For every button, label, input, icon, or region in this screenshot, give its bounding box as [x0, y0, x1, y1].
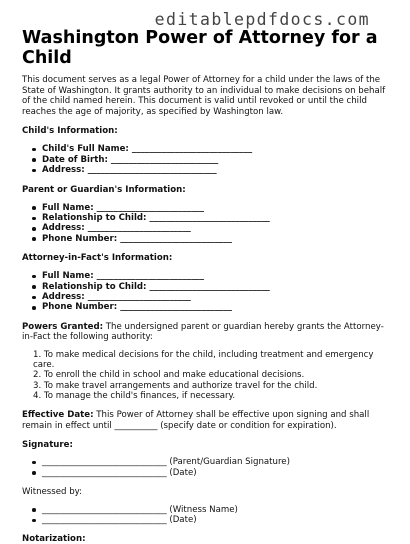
- powers-list: [33, 350, 392, 401]
- notarization-heading: Notarization:: [22, 534, 86, 544]
- list-item: [30, 282, 392, 292]
- list-item: [30, 302, 392, 312]
- field-label: Relationship to Child:: [42, 281, 147, 292]
- parent-phone-line[interactable]: __________________________: [120, 233, 232, 244]
- list-item: [30, 271, 392, 281]
- list-item: [30, 213, 392, 223]
- signature-heading: Signature:: [22, 440, 73, 451]
- field-label: Address:: [42, 292, 85, 303]
- field-label: Date of Birth:: [42, 154, 108, 165]
- field-label: Child's Full Name:: [42, 144, 129, 155]
- attorney-phone-line[interactable]: __________________________: [120, 302, 232, 313]
- witness-date-line[interactable]: _____________________________ (Date): [30, 515, 392, 525]
- list-item: [30, 165, 392, 175]
- parent-address-line[interactable]: ________________________: [87, 223, 191, 234]
- parent-relationship-line[interactable]: ____________________________: [149, 213, 270, 223]
- witness-list: [30, 505, 392, 526]
- list-item: [30, 155, 392, 165]
- field-label: Phone Number:: [42, 233, 118, 244]
- attorney-address-line[interactable]: ________________________: [87, 292, 191, 303]
- intro-paragraph: This document serves as a legal Power of Attorney for a child under the laws of the State of Washington. It grants authority to an individual to make decisions on behalf of the child named herein. This document is valid until revoked or until the child reaches the age of majority, as specified by Washington law.: [22, 75, 386, 117]
- list-item: 4. To manage the child's finances, if necessary.: [33, 390, 236, 401]
- child-dob-line[interactable]: _________________________: [110, 154, 219, 165]
- list-item: [30, 223, 392, 233]
- child-address-line[interactable]: ______________________________: [87, 165, 217, 176]
- effective-date-label: Effective Date:: [22, 410, 94, 421]
- field-label: Relationship to Child:: [42, 213, 147, 223]
- list-item: [30, 144, 392, 154]
- effective-date-paragraph: [22, 410, 392, 431]
- field-label: Address:: [42, 223, 85, 234]
- powers-label: Powers Granted:: [22, 321, 104, 332]
- list-item: [30, 203, 392, 213]
- list-item: 3. To make travel arrangements and authorize travel for the child.: [33, 380, 318, 391]
- witness-name-line[interactable]: _____________________________ (Witness Name): [30, 505, 392, 515]
- signature-list: [30, 457, 392, 478]
- list-item: [30, 234, 392, 244]
- signature-date-line[interactable]: _____________________________ (Date): [30, 468, 392, 478]
- site-watermark: editablepdfdocs.com: [154, 10, 370, 29]
- field-label: Address:: [42, 165, 85, 176]
- attorney-name-line[interactable]: _________________________: [96, 271, 205, 282]
- document-page: [22, 28, 392, 544]
- effective-date-text: This Power of Attorney shall be effective upon signing and shall remain in effect until __________ (specify date or condition for expiration).: [22, 410, 370, 431]
- parent-signature-line[interactable]: _____________________________ (Parent/Guardian Signature): [30, 457, 392, 467]
- powers-text: The undersigned parent or guardian hereby grants the Attorney-in-Fact the following authority:: [22, 321, 384, 343]
- witness-heading: Witnessed by:: [22, 487, 83, 498]
- list-item: [30, 292, 392, 302]
- list-item: 2. To enroll the child in school and make educational decisions.: [33, 370, 305, 381]
- list-item: 1. To make medical decisions for the child, including treatment and emergency care.: [33, 350, 374, 371]
- document-title: Washington Power of Attorney for a Child: [22, 28, 378, 68]
- child-info-list: [30, 144, 392, 175]
- child-info-heading: Child's Information:: [22, 126, 118, 137]
- parent-info-heading: Parent or Guardian's Information:: [22, 184, 186, 195]
- field-label: Phone Number:: [42, 302, 118, 313]
- attorney-info-heading: Attorney-in-Fact's Information:: [22, 253, 173, 264]
- field-label: Full Name:: [42, 271, 94, 282]
- parent-name-line[interactable]: _________________________: [96, 202, 205, 213]
- child-name-line[interactable]: ____________________________: [131, 144, 253, 155]
- attorney-relationship-line[interactable]: ____________________________: [149, 281, 270, 292]
- powers-paragraph: [22, 322, 392, 343]
- parent-info-list: [30, 203, 392, 245]
- attorney-info-list: [30, 271, 392, 313]
- field-label: Full Name:: [42, 202, 94, 213]
